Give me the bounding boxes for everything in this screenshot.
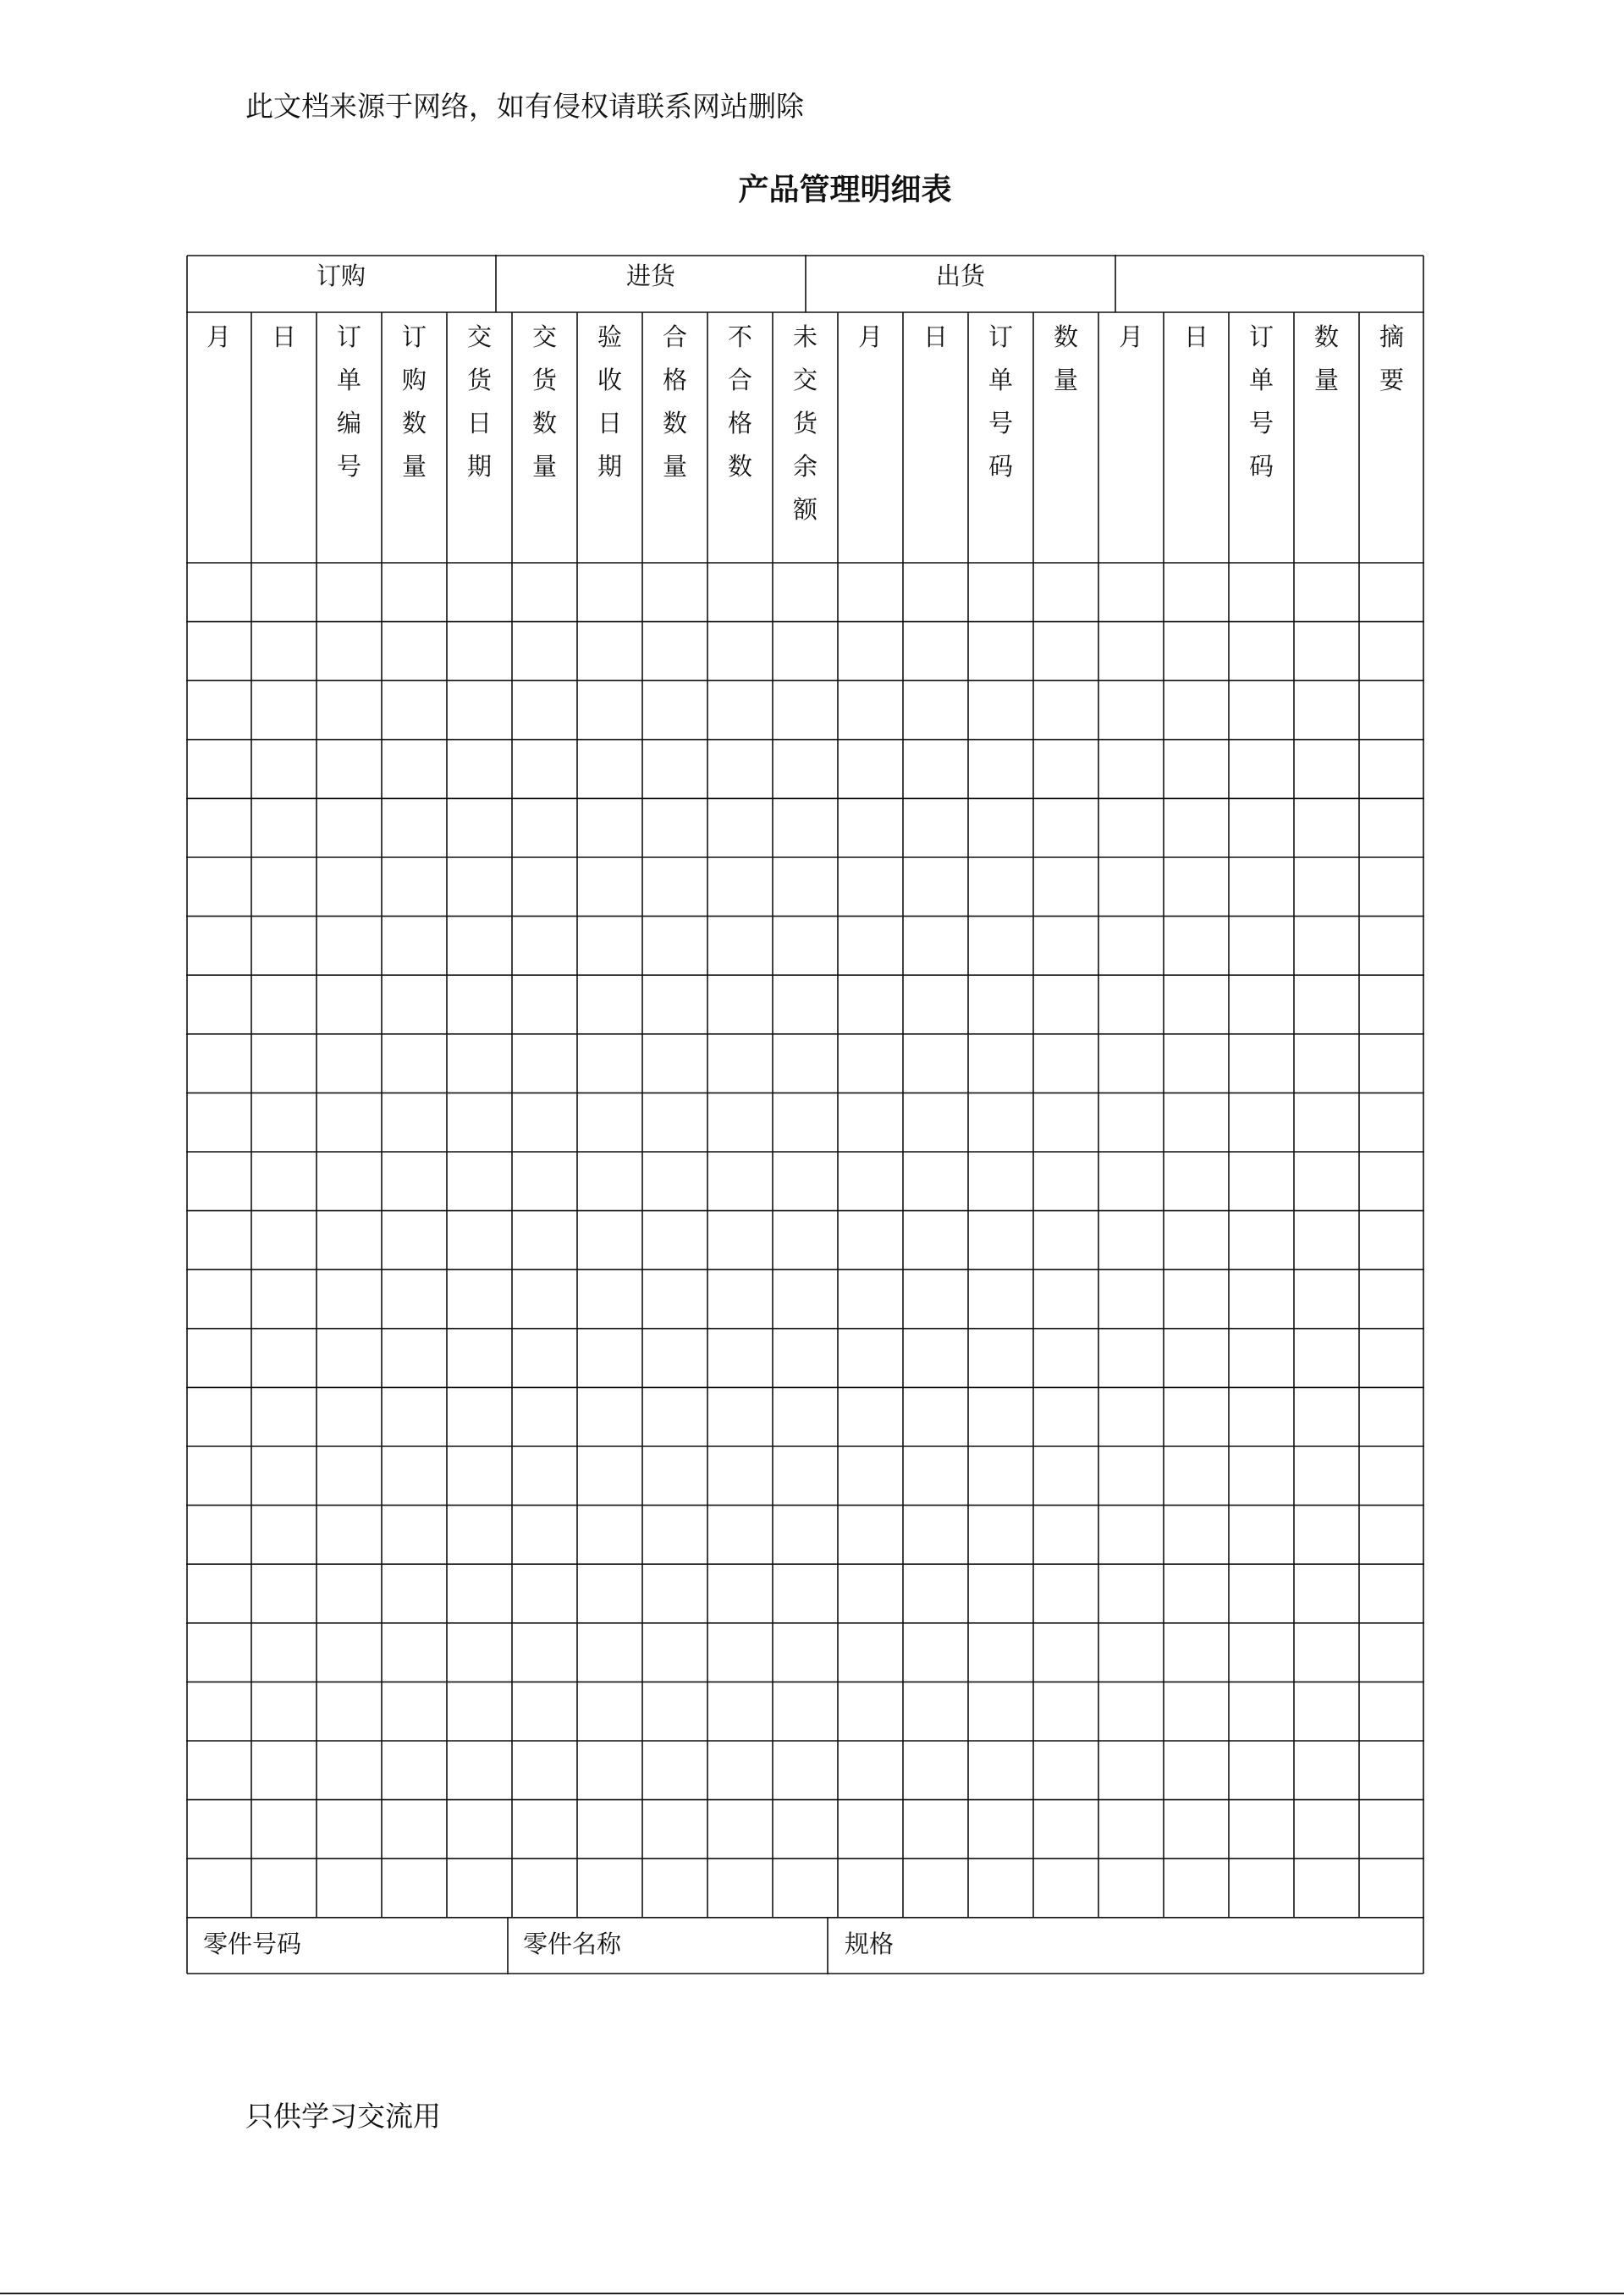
column-header-label: 月 (1118, 322, 1143, 351)
footer-part-name: 零件名称 (523, 1930, 622, 1958)
group-header-stock-out: 出货 (935, 262, 985, 290)
column-header (838, 312, 903, 563)
column-header-label: 日 (1183, 322, 1208, 351)
column-header (577, 312, 642, 563)
column-header-label: 日 (271, 322, 296, 351)
column-header (903, 312, 968, 563)
column-header-label: 摘要 (1379, 322, 1404, 394)
column-header-label: 数量 (1313, 322, 1339, 394)
column-header-label: 月 (857, 322, 883, 351)
column-header (707, 312, 773, 563)
group-header-order: 订购 (316, 262, 366, 290)
column-header (1098, 312, 1164, 563)
column-header (317, 312, 382, 563)
column-header (512, 312, 577, 563)
column-header (447, 312, 512, 563)
column-header-label: 不合格数 (727, 322, 752, 481)
page-bottom-rule (0, 2293, 1624, 2294)
document-title: 产品管理明细表 (738, 173, 952, 207)
column-header (1359, 312, 1424, 563)
column-header (1033, 312, 1098, 563)
column-header (773, 312, 838, 563)
column-header-label: 交货数量 (531, 322, 557, 481)
column-header (1294, 312, 1359, 563)
column-header-label: 订单号码 (1248, 322, 1274, 481)
column-header-label: 订购数量 (401, 322, 427, 481)
column-header-label: 交货日期 (466, 322, 492, 481)
column-header-label: 订单编号 (336, 322, 361, 481)
column-header (1164, 312, 1229, 563)
footer-note: 只供学习交流用 (245, 2100, 441, 2133)
column-header (251, 312, 317, 563)
column-header-label: 数量 (1053, 322, 1078, 394)
footer-specification: 规格 (845, 1930, 895, 1958)
column-header-label: 订单号码 (988, 322, 1013, 481)
column-header-label: 月 (206, 322, 231, 351)
column-header-label: 验收日期 (597, 322, 622, 481)
product-management-table (186, 255, 1424, 1974)
group-header-stock-in: 进货 (625, 262, 675, 290)
column-header-label: 日 (922, 322, 948, 351)
column-header (642, 312, 707, 563)
column-header-label: 未交货余额 (792, 322, 818, 524)
header-note: 此文档来源于网络，如有侵权请联系网站删除 (245, 90, 804, 123)
footer-part-number: 零件号码 (203, 1930, 302, 1958)
column-header (968, 312, 1033, 563)
column-header-label: 合格数量 (662, 322, 687, 481)
group-header-blank (1115, 255, 1424, 312)
column-header (186, 312, 251, 563)
column-header (1229, 312, 1294, 563)
column-header (382, 312, 447, 563)
